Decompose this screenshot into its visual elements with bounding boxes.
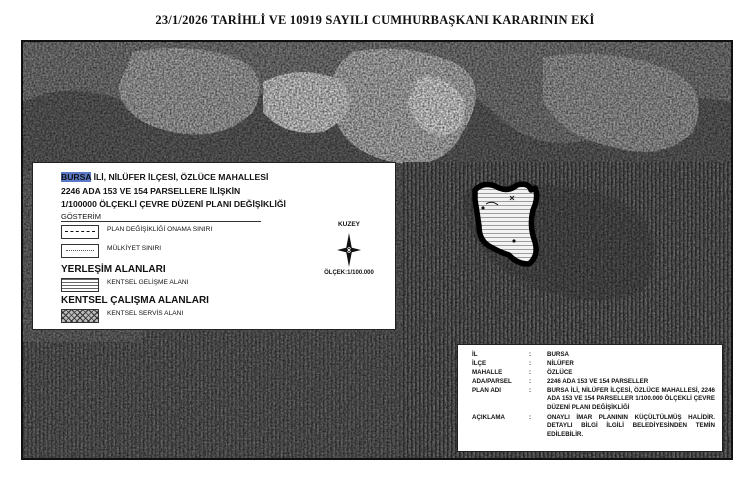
info-key: AÇIKLAMA	[472, 414, 505, 421]
info-key: MAHALLE	[472, 369, 503, 376]
info-key: ADA/PARSEL	[472, 378, 512, 385]
legend-item-label: KENTSEL GELİŞME ALANI	[107, 279, 189, 286]
legend-title-line3: 1/100000 ÖLÇEKLİ ÇEVRE DÜZENİ PLANI DEĞİŞİKLİĞİ	[61, 199, 286, 209]
stripe-area-symbol	[61, 278, 99, 292]
info-key: İLÇE	[472, 360, 487, 367]
info-table	[457, 344, 723, 452]
legend-panel	[32, 162, 396, 330]
info-separator: :	[529, 351, 532, 358]
info-separator: :	[529, 378, 532, 385]
legend-item-label: MÜLKİYET SINIRI	[107, 245, 162, 252]
north-arrow	[317, 221, 381, 291]
dotted-boundary-symbol	[61, 244, 99, 258]
crosshatch-area-symbol	[61, 309, 99, 323]
info-separator: :	[529, 360, 532, 367]
info-value: 2246 ADA 153 VE 154 PARSELLER	[547, 378, 649, 385]
legend-title-highlight: BURSA	[61, 172, 92, 182]
info-value: NİLÜFER	[547, 360, 574, 367]
info-separator: :	[529, 369, 532, 376]
legend-title-line2: 2246 ADA 153 VE 154 PARSELLERE İLİŞKİN	[61, 185, 241, 196]
info-value: ONAYLI İMAR PLANININ KÜÇÜLTÜLMÜŞ HALİDİR. DETAYLI BİLGİ İLGİLİ BELEDİYESİNDEN TEMİN EDİLEBİLİR.	[547, 414, 715, 438]
legend-gosterim-label: GÖSTERİM	[61, 212, 261, 222]
legend-item-label: KENTSEL SERVİS ALANI	[107, 310, 184, 317]
legend-title	[61, 171, 286, 212]
legend-title-line1: İLİ, NİLÜFER İLÇESİ, ÖZLÜCE MAHALLESİ	[91, 172, 269, 182]
info-separator: :	[529, 414, 532, 421]
info-value: BURSA	[547, 351, 570, 358]
compass-icon	[335, 231, 363, 269]
legend-item-label: PLAN DEĞİŞİKLİĞİ ONAMA SINIRI	[107, 226, 213, 233]
dashed-boundary-symbol	[61, 225, 99, 239]
info-value: BURSA İLİ, NİLÜFER İLÇESİ, ÖZLÜCE MAHALLESİ, 2246 ADA 153 VE 154 PARSELLER 1/100.000 ÖLÇEKLİ ÇEVRE DÜZENİ PLANI DEĞİŞİKLİĞİ	[547, 387, 715, 411]
info-separator: :	[529, 387, 532, 394]
info-value: ÖZLÜCE	[547, 369, 573, 376]
legend-section-heading: YERLEŞİM ALANLARI	[61, 264, 166, 275]
legend-section-heading: KENTSEL ÇALIŞMA ALANLARI	[61, 295, 209, 306]
info-key: PLAN ADI	[472, 387, 501, 394]
page-title: 23/1/2026 TARİHLİ VE 10919 SAYILI CUMHURBAŞKANI KARARININ EKİ	[155, 13, 595, 27]
scale-label: ÖLÇEK:1/100.000	[324, 270, 374, 276]
info-key: İL	[472, 351, 478, 358]
north-label: KUZEY	[337, 221, 361, 228]
